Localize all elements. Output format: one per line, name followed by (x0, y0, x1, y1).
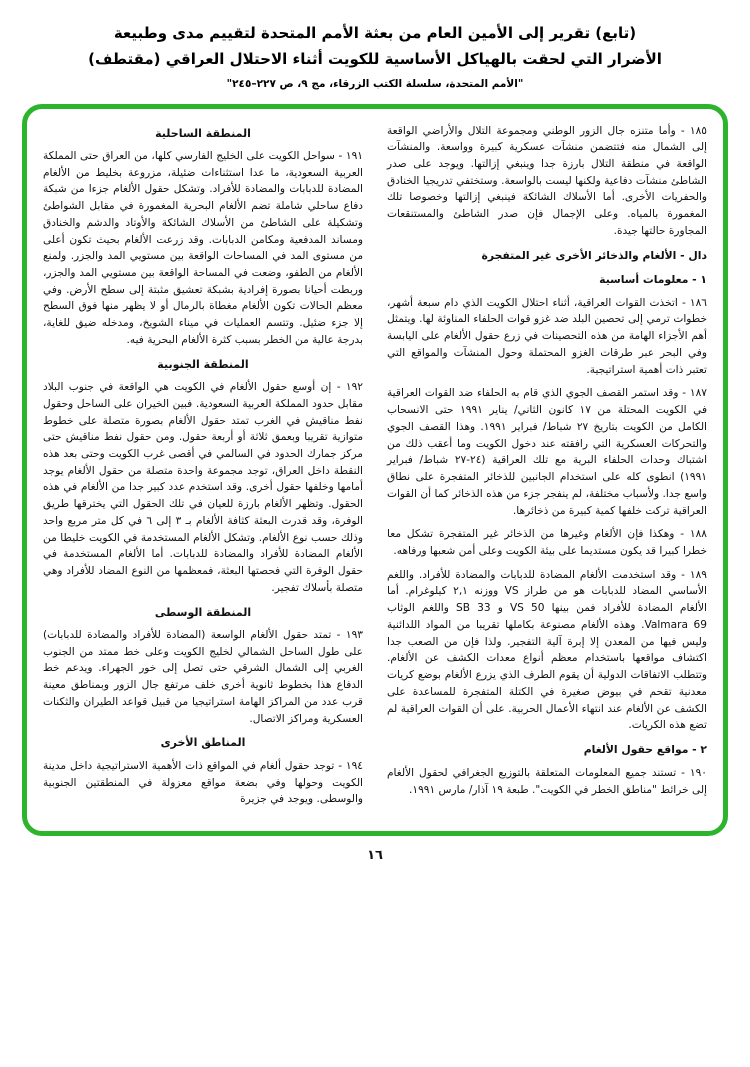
page-number: ١٦ (367, 847, 383, 863)
paragraph-189: ١٨٩ - وقد استخدمت الألغام المضادة للدبابات والمضادة للأفراد. واللغم الأساسي المضاد للدبابات هو من طراز VS ووزنه ٢,١ كيلوغرام. أما الألغام المضادة للأفراد فمن بينها VS 50 و SB 33 واللغم الوثاب Valmara 69. وهذه الألغام مصنوعة بكاملها تقريبا من المواد اللدائنية وليس فيها من المعدن إلا إبرة آلية التفجير. ولذا فإن من الصعب جدا اكتشاف مواقعها باستخدام معظم أنواع معدات الكشف عن الألغام. وتتطلب الاتفاقات الدولية أن يقوم الطرف الذي يزرع الألغام بوضع كريات معدنية تقحم في بيوض صغيرة في الكتلة المتفجرة للمساعدة على الكشف عن الألغام عند انتهاء الأعمال الحربية. على أن القوات العراقية لم تضع هذه الكريات. (387, 568, 708, 732)
document-title-line1: (تابع) تقرير إلى الأمين العام من بعثة الأمم المتحدة لتقييم مدى وطبيعة (113, 24, 637, 42)
subheading-basic-info: ١ - معلومات أساسية (599, 272, 707, 286)
paragraph-191: ١٩١ - سواحل الكويت على الخليج الفارسي كلها، من العراق حتى المملكة العربية السعودية، ما عدا استثناءات ضئيلة، مزروعة بخليط من الألغام المضادة للدبابات والمضادة للأفراد. وتشكل حقول الألغام جزءا من شبكة دفاع ساحلي شاملة تضم الألغام البحرية المغمورة في مقابل الشواطئ وتشكيلة على الشاطئ من الأسلاك الشائكة والأوتاد والدشم والخنادق ومساند المدفعية ومكامن الدبابات. وقد زرعت الألغام بحيث تكون أعلى من مستوى المد في المساحات الواقعة بين مستويي المد والجزر. ولمنع الألغام من الطفو، وضعت في المساحة الواقعة بين مستويي المد والجزر، وربطت أحيانا بصورة إفرادية بشبكة تعشيق مثبتة إلى سطح الأرض. وفي معظم الحالات تكون الألغام مغطاة بالرمال أو لا يظهر منها فوق السطح إلا جزء ضئيل. وتتسم العمليات في ميناء الشويخ، ومدخله ضيق للغاية، بدرجة عالية من الخطر بسبب كثرة الألغام البحرية فيه. (43, 149, 363, 346)
subheading-minefield-locations: ٢ - مواقع حقول الألغام (583, 743, 707, 757)
area-heading-central: المنطقة الوسطى (154, 605, 252, 619)
area-heading-other: المناطق الأخرى (160, 736, 246, 750)
document-title-line2: الأضرار التي لحقت بالهياكل الأساسية للكويت أثناء الاحتلال العراقي (مقتطف) (88, 50, 662, 69)
paragraph-186: ١٨٦ - اتخذت القوات العراقية، أثناء احتلال الكويت الذي دام سبعة أشهر، خطوات ترمي إلى تحصين البلد ضد غزو قوات الحلفاء المناوئة لها. ويتمثل أهم الأجزاء الهامة من هذه التحصينات في زرع حقول الألغام على اليابسة وفي البحر عبر طرقات الغزو المحتملة وحول المنشآت والمواقع التي تعتبر ذات أهمية استراتيجية. (387, 296, 707, 376)
paragraph-188: ١٨٨ - وهكذا فإن الألغام وغيرها من الذخائر غير المتفجرة تشكل معا خطرا كبيرا قد يكون مستديما على بيئة الكويت وعلى أمن شعبها ورفاهه. (387, 528, 707, 558)
area-heading-southern: المنطقة الجنوبية (157, 357, 249, 371)
document-source-citation: "الأمم المتحدة، سلسلة الكتب الزرقاء، مج ٩، ص ٢٢٧–٢٤٥" (226, 77, 524, 90)
left-column (43, 123, 363, 815)
section-heading-mines: دال - الألغام والذخائر الأخرى غير المتفجرة (481, 248, 707, 262)
paragraph-190: ١٩٠ - تستند جميع المعلومات المتعلقة بالتوزيع الجغرافي لحقول الألغام إلى خرائط "مناطق الخطر في الكويت". طبعة ١٩ آذار/ مارس ١٩٩١. (387, 767, 707, 796)
paragraph-194: ١٩٤ - توجد حقول ألغام في المواقع ذات الأهمية الاستراتيجية داخل مدينة الكويت وحولها وفي بضعة مواقع معزولة في المنطقتين الجنوبية والوسطى. ويوجد في جزيرة (43, 759, 363, 806)
paragraph-193: ١٩٣ - تمتد حقول الألغام الواسعة (المضادة للأفراد والمضادة للدبابات) على طول الساحل الشمالي لخليج الكويت وعلى خط ممتد من الجنوب الغربي إلى الشمال الشرقي حتى تصل إلى خور الجهراء. ويدعم خط الدفاع هذا بخطوط ثانوية أخرى خلف مرتفع جال الزور وبمناطق معينة قرب عدد من المراكز الهامة استراتيجيا من قبيل قواعد الطيران والثكنات العسكرية ومراكز الاتصال. (43, 628, 363, 725)
paragraph-185: ١٨٥ - وأما متنزه جال الزور الوطني ومجموعة التلال والأراضي الواقعة إلى الشمال منه فتتضمن منشآت عسكرية كبيرة وواسعة. والمنشآت الواقعة في منطقة التلال بارزة جدا وينبغي إزالتها. ويوجد على صدر الشاطئ منشآت دفاعية ولكنها ليست بالواسعة. وستختفي تدريجيا الخنادق والحفريات الأخرى. أما الأسلاك الشائكة فينبغي إزالتها وخصوصا تلك المغمورة بالمياه. وعلى الإجمال فإن صدر الشاطئ والمستنقعات المجاورة حالتها جيدة. (387, 124, 707, 237)
area-heading-coastal: المنطقة الساحلية (155, 126, 251, 140)
document-header (0, 0, 750, 90)
paragraph-192: ١٩٢ - إن أوسع حقول الألغام في الكويت هي الواقعة في جنوب البلاد مقابل حدود المملكة العربية السعودية. فبين الخيران على الساحل وحقول نفط مناقيش في الغرب تمتد حقول الألغام بصورة متصلة على خطوط متوازية تقريبا وبعمق ثلاثة أو أربعة حقول. ومن حقول نفط مناقيش حتى مركز جمارك الحدود في السالمي في أقصى غرب الكويت وحتى بعد هذه النقطة داخل العراق، توجد مجموعة واحدة متصلة من حقول الألغام يوجد أمامها وخلفها حقول أخرى. وقد استخدم عدد كبير جدا من الألغام في هذه الحقول. وتظهر الألغام بارزة للعيان في تلك الحقول التي يخترقها طريق الوفرة، وقد قدرت البعثة كثافة الألغام بـ ٣ إلى ٦ في كل متر مربع واحد وذلك حسب نوع الألغام. وتشكل الألغام المستخدمة في الكويت خليطا من الألغام المضادة للأفراد والمضادة للدبابات. أما الألغام المستخدمة في حقول الوفرة التي فحصتها البعثة، فمعظمها من النوع المضاد للأفراد وهي متصلة بأسلاك تفجير. (43, 381, 363, 594)
content-frame (22, 104, 728, 836)
page-footer (0, 848, 750, 871)
paragraph-187: ١٨٧ - وقد استمر القصف الجوي الذي قام به الحلفاء ضد القوات العراقية في الكويت المحتلة من ١٧ كانون الثاني/ يناير ١٩٩١ حتى الانسحاب الكامل من الكويت بتاريخ ٢٧ شباط/ فبراير ١٩٩١. وهذا القصف الجوي والتحركات العسكرية التي رافقته عند دخول الكويت وما أعقب ذلك من اشتباك وحدات الحلفاء البرية مع تلك العراقية (٢٤-٢٧ شباط/ فبراير ١٩٩١) انطوى كله على استخدام الجانبين للذخائر المتفجرة على نطاق واسع جدا. ولأسباب مختلفة، لم ينفجر جزء من هذه الذخائر كما أن القوات العراقية تركت خلفها كمية كبيرة من ذخائرها. (387, 387, 708, 517)
right-column (387, 123, 707, 815)
